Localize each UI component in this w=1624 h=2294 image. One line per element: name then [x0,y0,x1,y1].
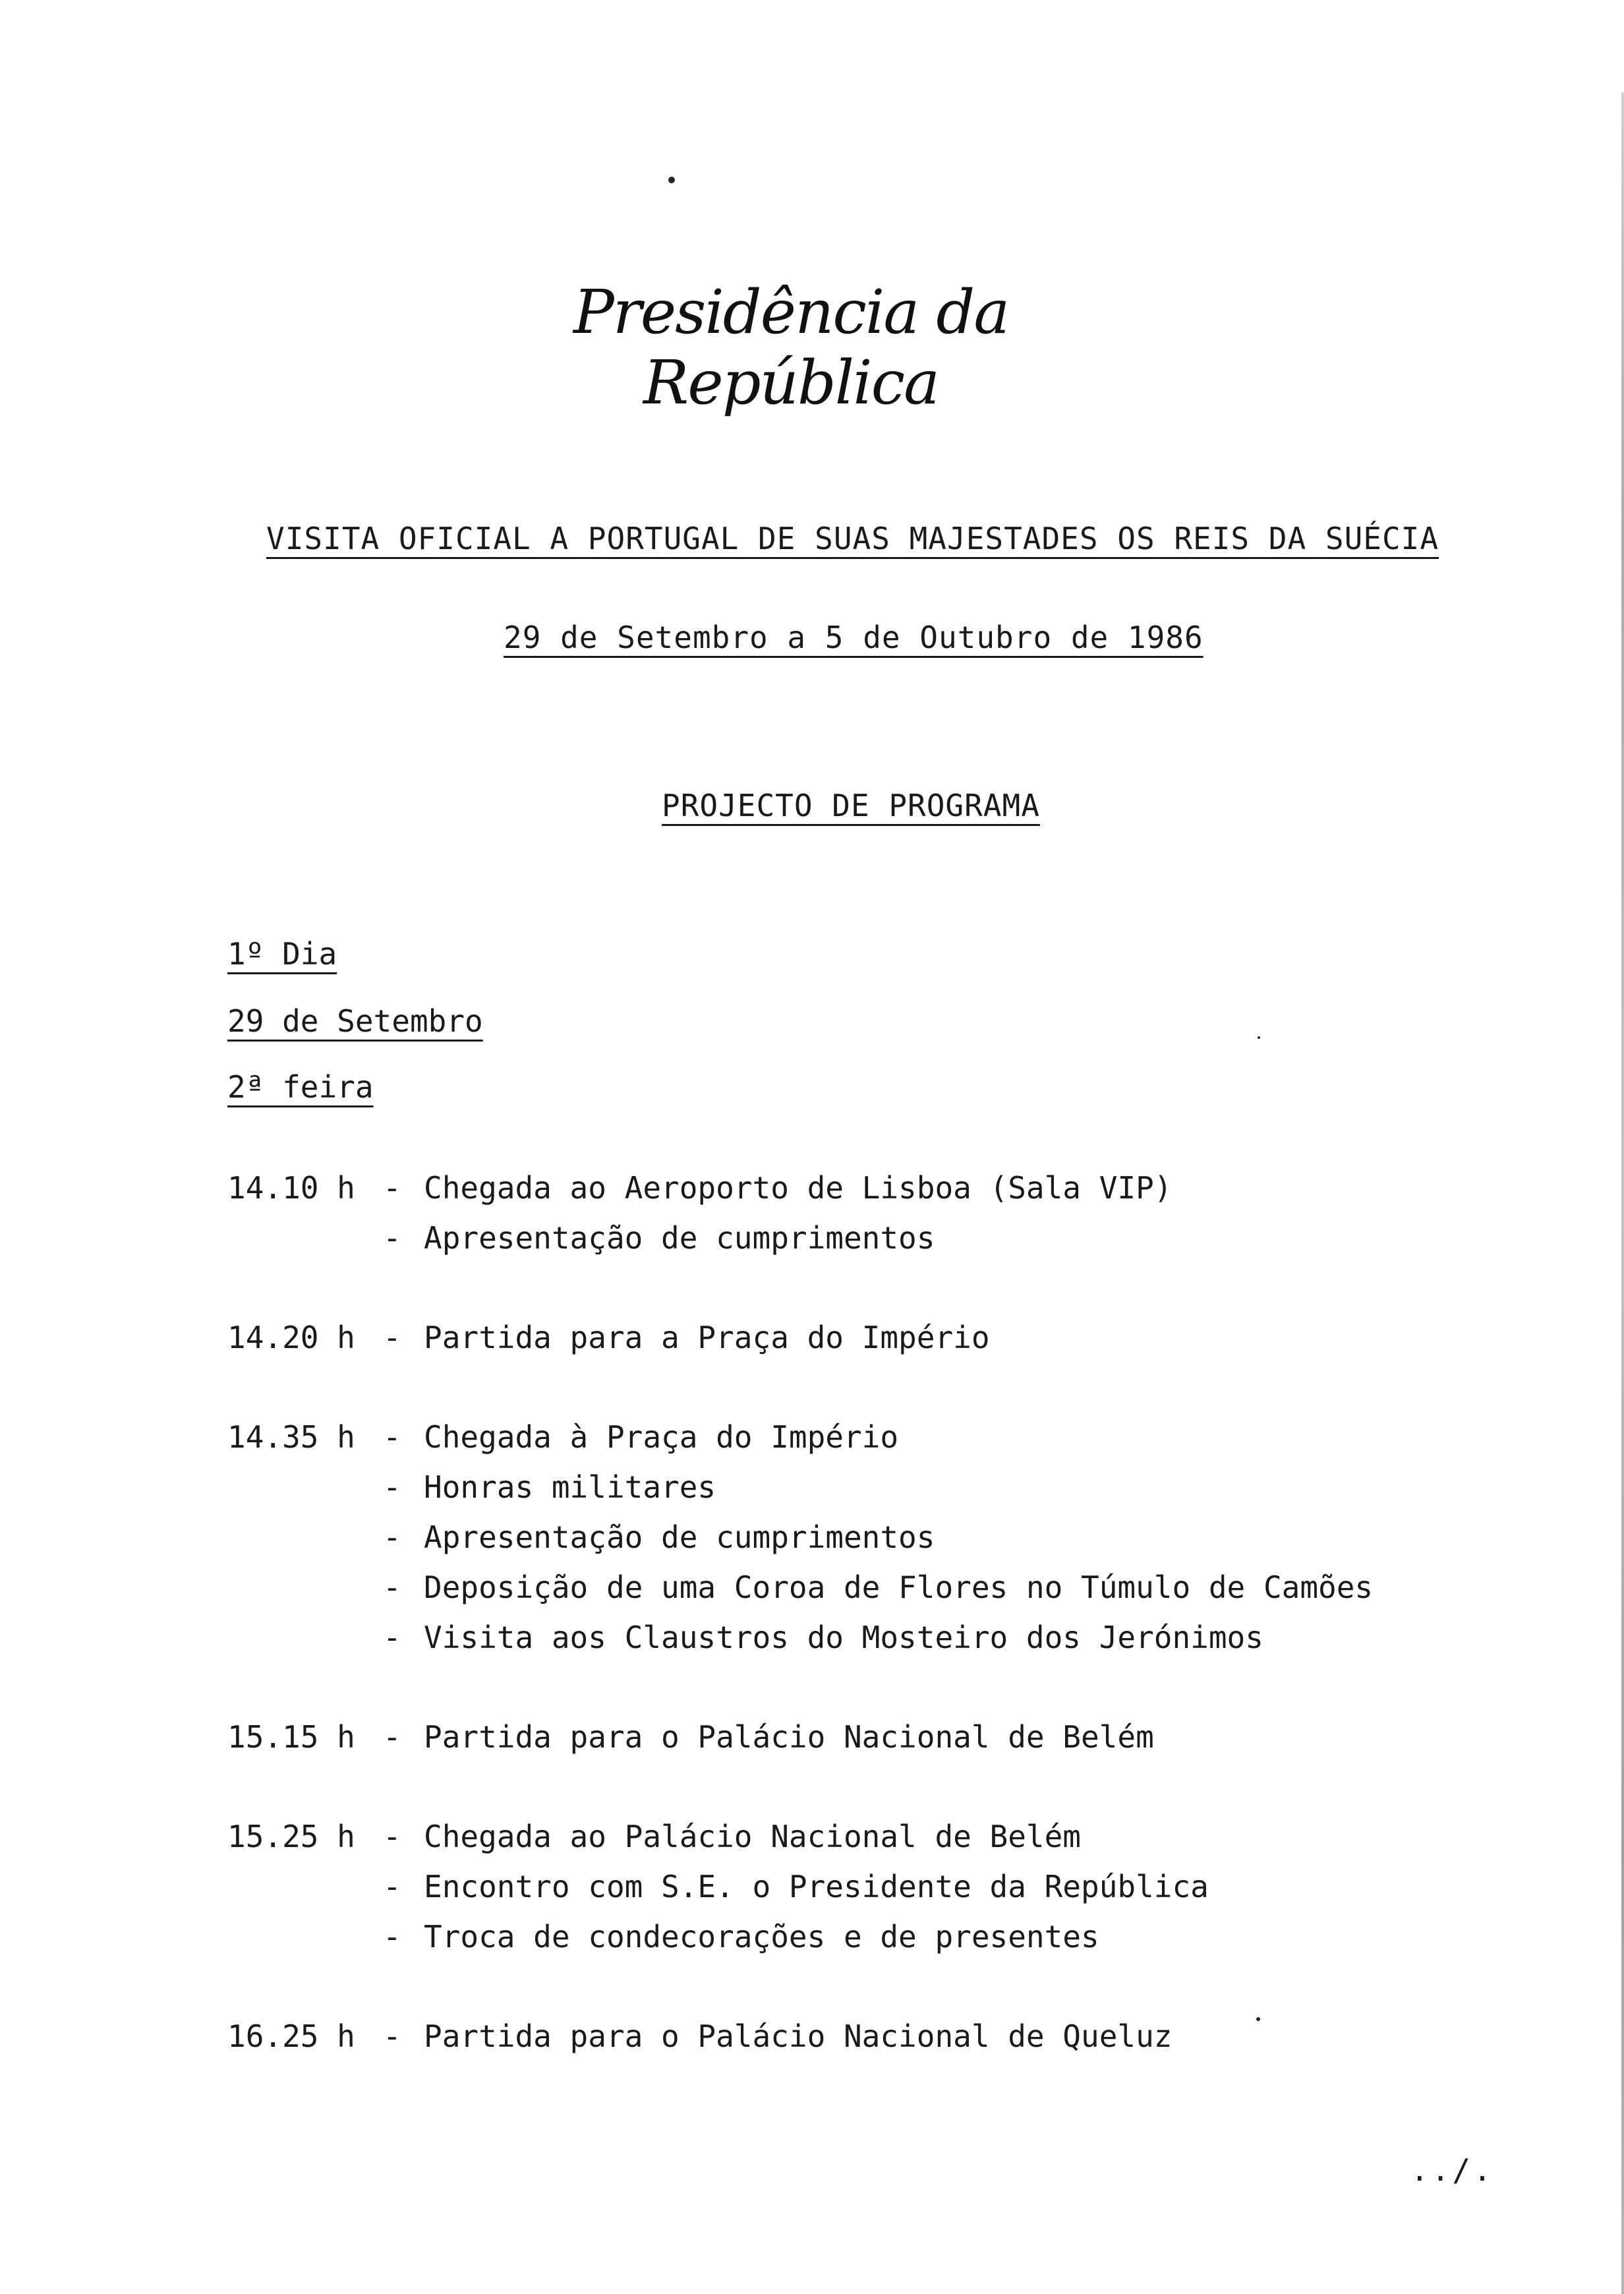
dash-bullet: - [383,1519,401,1555]
schedule-activity: Apresentação de cumprimentos [424,1220,935,1256]
schedule-entry [227,1320,1546,1370]
schedule-activity: Chegada à Praça do Império [424,1419,899,1455]
schedule-time: 14.35 h [227,1419,355,1455]
schedule-row [227,1419,1546,1469]
schedule-activity: Partida para a Praça do Império [424,1320,990,1355]
document-subtitle: PROJECTO DE PROGRAMA [662,788,1040,823]
dash-bullet: - [383,1869,401,1904]
dash-bullet: - [383,1719,401,1755]
schedule-row [227,1869,1546,1919]
schedule-activity: Troca de condecorações e de presentes [424,1919,1099,1955]
schedule-row [227,1819,1546,1869]
schedule-row [227,1719,1546,1769]
schedule-entry [227,1419,1546,1670]
schedule-entry [227,1819,1546,1969]
schedule-row [227,2018,1546,2069]
schedule-activity: Chegada ao Palácio Nacional de Belém [424,1819,1081,1854]
dash-bullet: - [383,1220,401,1256]
schedule-row [227,1919,1546,1969]
schedule-activity: Chegada ao Aeroporto de Lisboa (Sala VIP) [424,1170,1173,1206]
schedule-activity: Honras militares [424,1469,716,1505]
schedule-time: 15.15 h [227,1719,355,1755]
schedule-entry [227,1170,1546,1270]
dash-bullet: - [383,1819,401,1854]
schedule-activity: Visita aos Claustros do Mosteiro dos Jerónimos [424,1620,1263,1655]
dash-bullet: - [383,1620,401,1655]
schedule-row [227,1320,1546,1370]
schedule-row [227,1620,1546,1670]
schedule-activity: Apresentação de cumprimentos [424,1519,935,1555]
schedule-activity: Encontro com S.E. o Presidente da República [424,1869,1209,1904]
schedule-time: 14.20 h [227,1320,355,1355]
page-edge-shadow [1621,92,1624,2294]
schedule-entry [227,2018,1546,2069]
scan-speck [1258,1036,1260,1039]
schedule-row [227,1170,1546,1220]
schedule-time: 16.25 h [227,2018,355,2054]
day-number: 1º Dia [227,936,337,972]
dash-bullet: - [383,1320,401,1355]
dash-bullet: - [383,1570,401,1605]
continuation-mark: ../. [1410,2152,1494,2188]
schedule-row [227,1469,1546,1519]
day-weekday: 2ª feira [227,1069,374,1105]
scan-speck [668,177,675,183]
schedule-entry [227,1719,1546,1769]
schedule-time: 14.10 h [227,1170,355,1206]
visit-dates: 29 de Setembro a 5 de Outubro de 1986 [504,620,1204,655]
document-title: VISITA OFICIAL A PORTUGAL DE SUAS MAJESTADES OS REIS DA SUÉCIA [266,521,1439,556]
letterhead: Presidência da República [573,277,1009,418]
dash-bullet: - [383,1469,401,1505]
schedule-row [227,1519,1546,1570]
dash-bullet: - [383,1419,401,1455]
schedule-activity: Partida para o Palácio Nacional de Queluz [424,2018,1173,2054]
schedule-row [227,1220,1546,1270]
schedule-time: 15.25 h [227,1819,355,1854]
dash-bullet: - [383,1919,401,1955]
schedule-activity: Deposição de uma Coroa de Flores no Túmulo de Camões [424,1570,1374,1605]
schedule-row [227,1570,1546,1620]
dash-bullet: - [383,2018,401,2054]
dash-bullet: - [383,1170,401,1206]
schedule-list [227,1170,1546,2118]
day-date: 29 de Setembro [227,1003,483,1039]
schedule-activity: Partida para o Palácio Nacional de Belém [424,1719,1154,1755]
